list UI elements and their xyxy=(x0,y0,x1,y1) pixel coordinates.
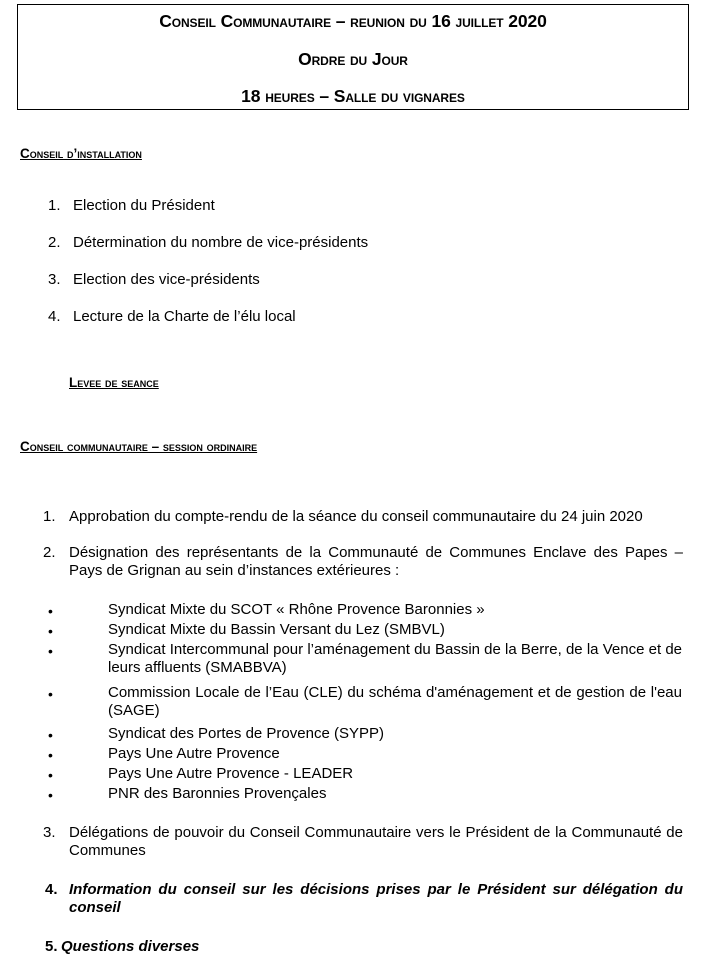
bullet-icon: • xyxy=(48,767,53,783)
item-number: 5. xyxy=(45,938,58,955)
meeting-title: Conseil Communautaire – reunion du 16 juillet 2020 xyxy=(159,11,547,31)
bullet-icon: • xyxy=(48,727,53,743)
bullet-text: Syndicat Intercommunal pour l’aménagement du Bassin de la Berre, de la Vence et de leurs affluents (SMABBVA) xyxy=(108,641,682,676)
item-text: Détermination du nombre de vice-présidents xyxy=(73,234,369,251)
item-number: 4. xyxy=(48,308,61,325)
bullet-text: Pays Une Autre Provence - LEADER xyxy=(108,765,354,782)
item-number: 2. xyxy=(43,544,56,561)
header-box xyxy=(17,4,689,110)
section-title-ordinary-session: Conseil communautaire – session ordinaire xyxy=(20,439,258,454)
item-number: 3. xyxy=(48,271,61,288)
bullet-text: PNR des Baronnies Provençales xyxy=(108,785,327,802)
agenda-title: Ordre du Jour xyxy=(298,49,408,69)
meeting-time-location: 18 heures – Salle du vignares xyxy=(241,86,465,106)
item-text: Désignation des représentants de la Communauté de Communes Enclave des Papes – Pays de Grignan au sein d’instances extérieures : xyxy=(69,544,683,579)
closing-title: Levee de seance xyxy=(69,375,159,390)
section-title-installation: Conseil d’installation xyxy=(20,146,142,161)
bullet-icon: • xyxy=(48,747,53,763)
bullet-text: Syndicat Mixte du Bassin Versant du Lez (SMBVL) xyxy=(108,621,445,638)
item-number: 3. xyxy=(43,824,56,841)
item-number: 1. xyxy=(43,508,56,525)
bullet-text: Syndicat des Portes de Provence (SYPP) xyxy=(108,725,384,742)
bullet-icon: • xyxy=(48,643,53,659)
item-number: 4. xyxy=(45,881,58,898)
item-text: Election du Président xyxy=(73,197,215,214)
item-text: Lecture de la Charte de l’élu local xyxy=(73,308,296,325)
item-text: Délégations de pouvoir du Conseil Communautaire vers le Président de la Communauté de Communes xyxy=(69,824,683,859)
item-text: Questions diverses xyxy=(61,938,200,955)
bullet-icon: • xyxy=(48,787,53,803)
bullet-icon: • xyxy=(48,623,53,639)
item-text: Approbation du compte-rendu de la séance du conseil communautaire du 24 juin 2020 xyxy=(69,508,643,525)
bullet-icon: • xyxy=(48,603,53,619)
bullet-text: Pays Une Autre Provence xyxy=(108,745,280,762)
item-number: 2. xyxy=(48,234,61,251)
item-number: 1. xyxy=(48,197,61,214)
bullet-icon: • xyxy=(48,686,53,702)
item-text: Election des vice-présidents xyxy=(73,271,260,288)
item-text: Information du conseil sur les décisions prises par le Président sur délégation du conseil xyxy=(69,881,683,916)
bullet-text: Syndicat Mixte du SCOT « Rhône Provence Baronnies » xyxy=(108,601,485,618)
bullet-text: Commission Locale de l’Eau (CLE) du schéma d'aménagement et de gestion de l'eau (SAGE) xyxy=(108,684,682,719)
